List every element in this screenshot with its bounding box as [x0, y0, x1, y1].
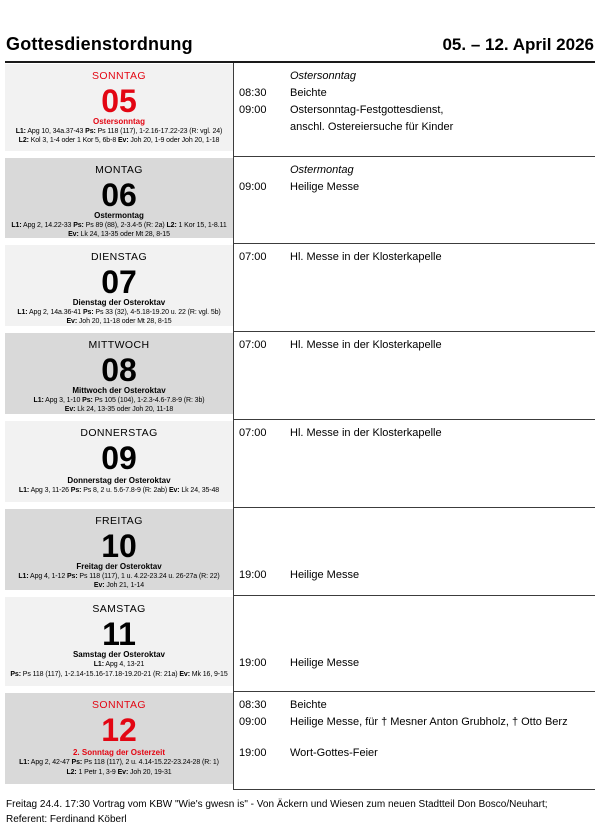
- day-name: FREITAG: [95, 515, 143, 527]
- day-number: 12: [101, 712, 137, 748]
- event-text: [290, 567, 595, 584]
- reading-label: L1:: [18, 573, 29, 580]
- reading-label: Ev:: [117, 768, 129, 776]
- day-card: [5, 421, 233, 502]
- event-time: 19:00: [239, 747, 267, 760]
- event-line: Beichte: [290, 699, 327, 711]
- feast-name: 2. Sonntag der Osterzeit: [72, 748, 166, 758]
- day-number: 05: [101, 83, 137, 119]
- day-name: SONNTAG: [92, 70, 146, 82]
- page-header: [5, 0, 595, 63]
- day-name: SONNTAG: [92, 699, 146, 711]
- reading-label: L1:: [18, 486, 30, 494]
- reading-label: L1:: [11, 222, 22, 229]
- event-row: [234, 697, 595, 714]
- reading-line: L1: Apg 3, 11-26 Ps: Ps 8, 2 u. 5.6-7.8-9 (R: 2ab) Ev: Lk 24, 35-48: [18, 486, 220, 494]
- day-cell: [5, 596, 233, 692]
- reading-line: Ev: Joh 20, 11-18 oder Mt 28, 8-15: [66, 318, 172, 326]
- day-row: [5, 508, 595, 596]
- events: [234, 567, 595, 584]
- event-line: Heilige Messe: [290, 569, 360, 581]
- event-line: Hl. Messe in der Klosterkapelle: [290, 339, 442, 351]
- day-cell: [5, 420, 233, 508]
- readings: [17, 485, 221, 502]
- events: [234, 697, 595, 762]
- day-card: [5, 245, 233, 326]
- reading-label: L1:: [33, 397, 44, 404]
- reading-line: L1: Apg 4, 1-12 Ps: Ps 118 (117), 1 u. 4.22-23.24 u. 26-27a (R: 22): [18, 573, 220, 580]
- event-line: Hl. Messe in der Klosterkapelle: [290, 251, 442, 263]
- reading-label: L1:: [93, 661, 104, 669]
- feast-name: Dienstag der Osteroktav: [72, 298, 166, 307]
- readings: [9, 220, 228, 238]
- event-row: [234, 179, 595, 196]
- event-text: [290, 714, 595, 731]
- event-text: [290, 179, 595, 196]
- day-cell: [5, 508, 233, 596]
- event-time: 09:00: [239, 181, 267, 194]
- day-row: [5, 332, 595, 420]
- reading-label: Ps:: [85, 128, 96, 135]
- reading-label: Ev:: [168, 486, 180, 494]
- readings: [32, 395, 207, 414]
- reading-line: L2: Kol 3, 1-4 oder 1 Kor 5, 6b-8 Ev: Joh 20, 1-9 oder Joh 20, 1-18: [18, 137, 220, 145]
- event-line: Ostersonntag-Festgottesdienst,: [290, 104, 444, 117]
- event-row: [234, 337, 595, 354]
- reading-label: L1:: [17, 309, 28, 316]
- reading-line: L1: Apg 3, 1-10 Ps: Ps 105 (104), 1-2.3-4.6-7.8-9 (R: 3b): [33, 397, 205, 404]
- event-row: [234, 85, 595, 102]
- day-number: 11: [102, 616, 136, 652]
- events: [234, 655, 595, 672]
- reading-label: Ps:: [71, 759, 83, 767]
- event-time: 07:00: [239, 427, 267, 439]
- season-label: Ostersonntag: [290, 70, 357, 82]
- reading-line: Ps: Ps 118 (117), 1-2.14-15.16-17.18-19.20-21 (R: 21a) Ev: Mk 16, 9-15: [10, 670, 228, 678]
- event-row: [234, 249, 595, 266]
- reading-label: Ps:: [66, 573, 78, 580]
- events-cell: [233, 596, 595, 692]
- day-row: [5, 244, 595, 332]
- day-row: [5, 692, 595, 790]
- event-row: [234, 425, 595, 442]
- event-text: [290, 337, 595, 354]
- feast-name: Ostersonntag: [92, 117, 145, 126]
- reading-line: L1: Apg 2, 14.22-33 Ps: Ps 89 (88), 2-3.4-5 (R: 2a) L2: 1 Kor 15, 1-8.11: [11, 222, 227, 229]
- event-line: Beichte: [290, 87, 327, 100]
- reading-label: Ps:: [73, 222, 84, 229]
- events-cell: [233, 332, 595, 420]
- event-line: Heilige Messe, für † Mesner Anton Grubholz, † Otto Berz: [290, 716, 568, 729]
- events: [234, 337, 595, 354]
- reading-label: Ev:: [117, 137, 129, 145]
- day-number: 07: [101, 264, 137, 300]
- page-title: Gottesdienstordnung: [6, 34, 193, 54]
- event-row: [234, 655, 595, 672]
- day-number: 10: [101, 528, 137, 564]
- readings: [15, 307, 222, 326]
- feast-name: Mittwoch der Osteroktav: [72, 386, 166, 395]
- reading-label: L2:: [66, 768, 77, 776]
- events-cell: [233, 63, 595, 157]
- event-time: 19:00: [239, 657, 267, 669]
- events: [234, 425, 595, 442]
- feast-name: Donnerstag der Osteroktav: [67, 475, 171, 485]
- day-cell: [5, 332, 233, 420]
- feast-name: Samstag der Osteroktav: [72, 650, 166, 660]
- reading-line: L1: Apg 2, 42-47 Ps: Ps 118 (117), 2 u. 4.14-15.22-23.24-28 (R: 1): [19, 759, 219, 767]
- reading-line: L1: Apg 4, 13-21: [93, 661, 145, 669]
- day-card: [5, 693, 233, 784]
- reading-label: Ev:: [93, 582, 105, 590]
- event-row: [234, 567, 595, 584]
- day-number: 08: [101, 352, 137, 388]
- day-name: DONNERSTAG: [80, 427, 158, 439]
- reading-label: Ps:: [70, 486, 82, 494]
- day-name: MITTWOCH: [88, 339, 150, 351]
- event-row: [234, 714, 595, 731]
- reading-label: Ev:: [66, 318, 78, 326]
- day-card: [5, 509, 233, 590]
- events: [234, 85, 595, 136]
- reading-line: Ev: Lk 24, 13-35 oder Joh 20, 11-18: [64, 406, 174, 414]
- event-text: [290, 425, 595, 442]
- day-card: [5, 333, 233, 414]
- day-cell: [5, 157, 233, 244]
- reading-label: Ev:: [64, 406, 76, 414]
- event-line: anschl. Ostereiersuche für Kinder: [290, 121, 454, 134]
- event-line: Heilige Messe: [290, 181, 360, 194]
- event-text: [290, 655, 595, 672]
- schedule-table: [5, 63, 595, 790]
- event-text: [290, 697, 595, 714]
- footer-referent: Referent: Ferdinand Köberl: [6, 813, 127, 825]
- event-time: 09:00: [239, 104, 267, 117]
- page-footer: [5, 790, 595, 827]
- event-time: 08:30: [239, 699, 267, 711]
- readings: [14, 126, 225, 151]
- footer-announcement: Freitag 24.4. 17:30 Vortrag vom KBW "Wie's gwesn is" - Von Äckern und Wiesen zum neuen Stadtteil Don Bosco/Neuhart;: [6, 799, 548, 810]
- event-line: Wort-Gottes-Feier: [290, 747, 378, 760]
- reading-label: Ev:: [179, 670, 190, 678]
- events-cell: [233, 692, 595, 790]
- reading-label: Ps:: [82, 397, 93, 404]
- events: [234, 249, 595, 266]
- event-row: [234, 102, 595, 136]
- events-cell: [233, 157, 595, 244]
- day-name: DIENSTAG: [90, 251, 148, 263]
- feast-name: Ostermontag: [94, 211, 144, 220]
- reading-label: L2:: [18, 137, 29, 145]
- day-cell: [5, 63, 233, 157]
- readings: [16, 571, 221, 590]
- reading-label: Ps:: [82, 309, 94, 316]
- reading-line: Ev: Joh 21, 1-14: [93, 582, 145, 590]
- reading-line: L1: Apg 2, 14a.36-41 Ps: Ps 33 (32), 4-5.18-19.20 u. 22 (R: vgl. 5b): [17, 309, 221, 316]
- day-name: SAMSTAG: [92, 603, 146, 615]
- event-time: 08:30: [239, 87, 267, 100]
- event-row: [234, 745, 595, 762]
- reading-label: Ps:: [10, 670, 21, 678]
- date-range: 05. – 12. April 2026: [442, 35, 594, 54]
- reading-label: Ev:: [68, 231, 79, 238]
- day-name: MONTAG: [95, 164, 143, 176]
- event-time: 19:00: [239, 569, 267, 581]
- event-time: 07:00: [239, 339, 267, 351]
- readings: [8, 659, 229, 686]
- feast-name: Freitag der Osteroktav: [76, 562, 162, 571]
- event-time: 09:00: [239, 716, 267, 729]
- reading-label: L2:: [166, 222, 177, 229]
- day-card: [5, 64, 233, 151]
- day-card: [5, 597, 233, 686]
- day-cell: [5, 692, 233, 790]
- day-number: 09: [101, 440, 137, 476]
- events: [234, 179, 595, 196]
- event-time: 07:00: [239, 251, 267, 263]
- reading-line: L1: Apg 10, 34a.37-43 Ps: Ps 118 (117), 1-2.16-17.22-23 (R: vgl. 24): [15, 128, 223, 135]
- day-row: [5, 157, 595, 244]
- events-cell: [233, 508, 595, 596]
- event-line: Heilige Messe: [290, 657, 360, 669]
- event-line: Hl. Messe in der Klosterkapelle: [290, 427, 442, 439]
- event-text: [290, 249, 595, 266]
- reading-label: L1:: [15, 128, 26, 135]
- events-cell: [233, 244, 595, 332]
- events-cell: [233, 420, 595, 508]
- day-card: [5, 158, 233, 238]
- reading-line: Ev: Lk 24, 13-35 oder Mt 28, 8-15: [68, 231, 170, 238]
- event-text: [290, 745, 595, 762]
- day-row: [5, 596, 595, 692]
- day-row: [5, 420, 595, 508]
- readings: [17, 757, 221, 784]
- day-cell: [5, 244, 233, 332]
- event-text: [290, 102, 595, 136]
- reading-label: L1:: [19, 759, 30, 767]
- season-label: Ostermontag: [290, 164, 354, 176]
- event-text: [290, 85, 595, 102]
- day-number: 06: [101, 177, 137, 213]
- reading-line: L2: 1 Petr 1, 3-9 Ev: Joh 20, 19-31: [66, 768, 172, 776]
- day-row: [5, 63, 595, 157]
